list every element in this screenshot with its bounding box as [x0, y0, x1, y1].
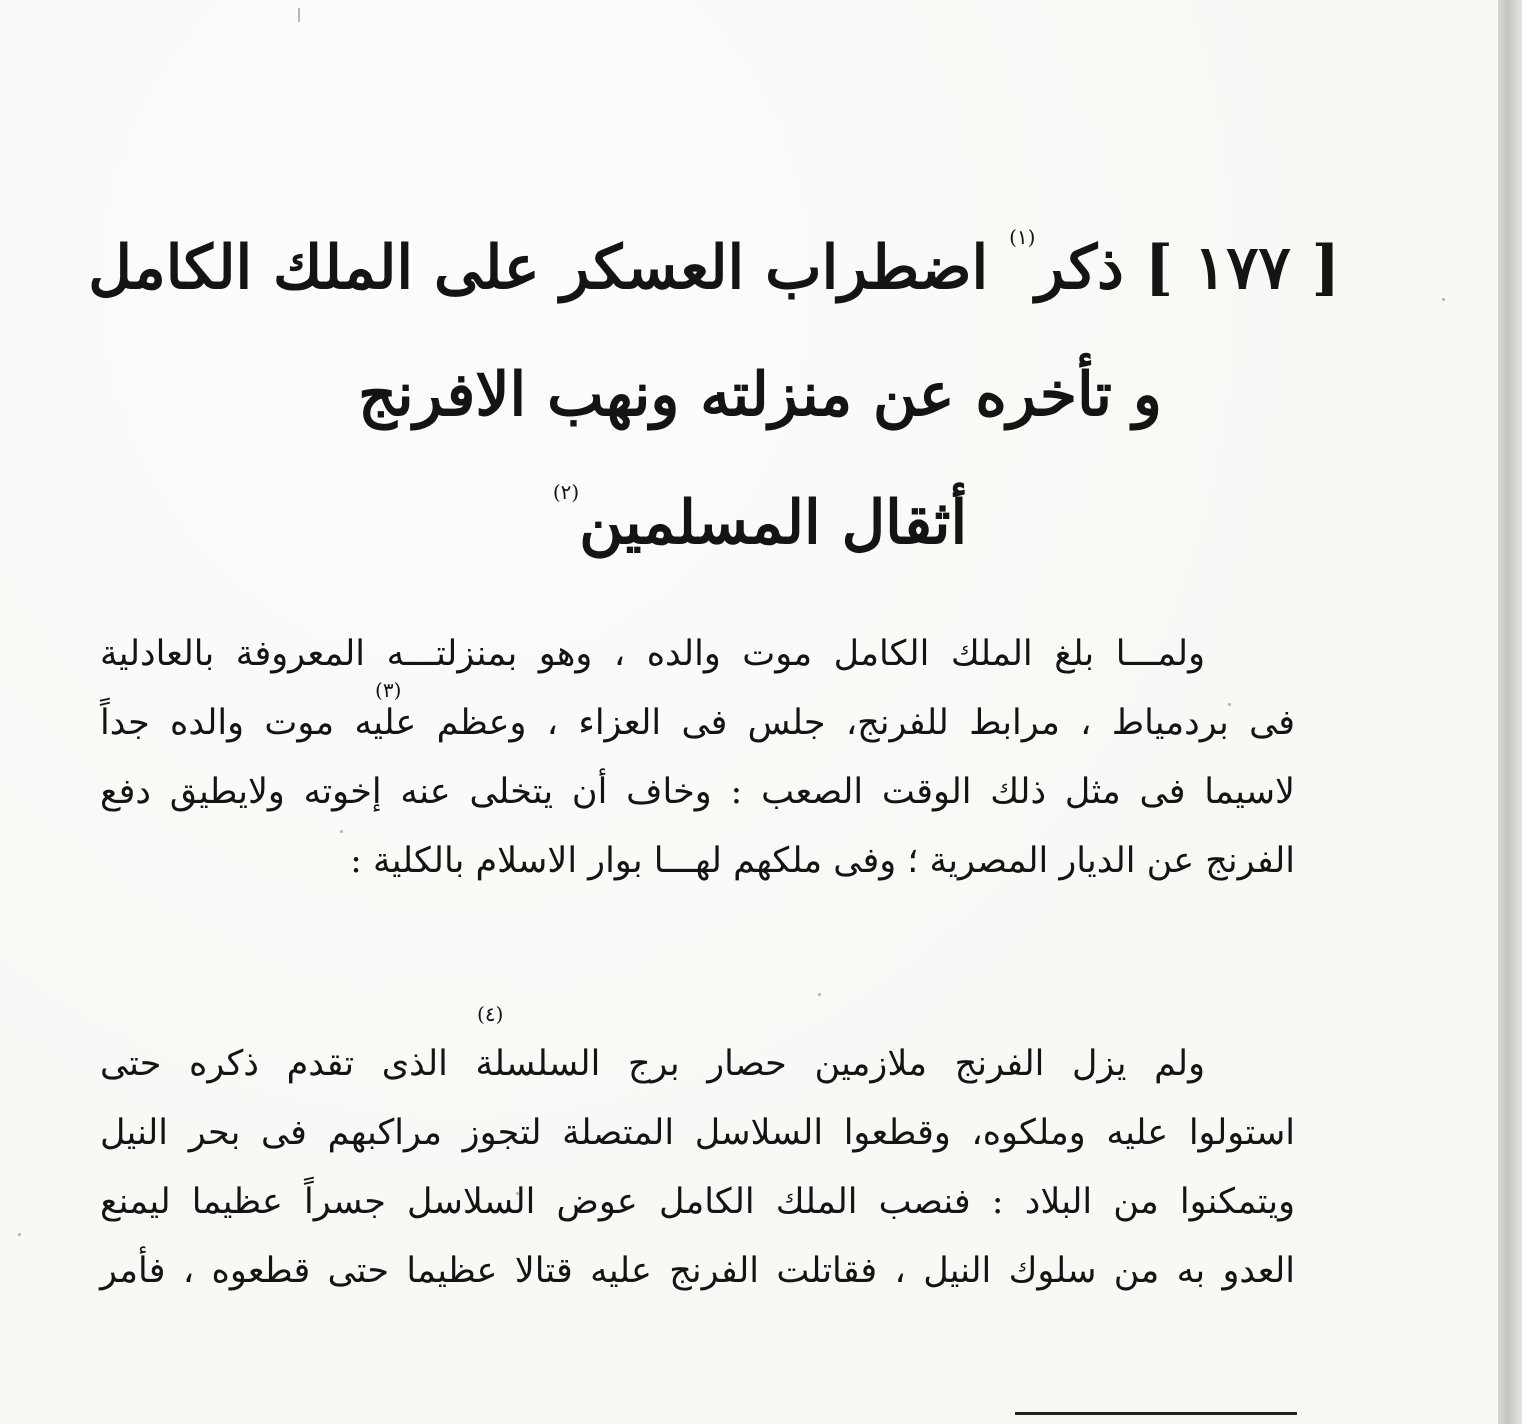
scan-speck	[18, 1233, 21, 1236]
text-line: فى بردمياط ، مرابط للفرنج، جلس فى العزاء ، وعظم عليه موت والده جداً	[100, 703, 1295, 743]
footnote-marker-1: (١)	[1009, 225, 1036, 249]
footnote-separator	[1015, 1412, 1297, 1415]
paragraph-1	[100, 620, 1295, 896]
text-line: ويتمكنوا من البلاد : فنصب الملك الكامل عوض السلاسل جسراً عظيما ليمنع	[100, 1182, 1295, 1222]
footnote-marker-3: (٣)	[375, 678, 402, 702]
chapter-heading-line-1	[88, 225, 1340, 303]
heading-line-3-text: أثقال المسلمين	[579, 488, 968, 558]
heading-first-word: ذكر	[1035, 233, 1124, 303]
footnote-marker-4: (٤)	[477, 1002, 504, 1026]
text-line: العدو به من سلوك النيل ، فقاتلت الفرنج عليه قتالا عظيما حتى قطعوه ، فأمر	[100, 1251, 1295, 1291]
text-line: ولمـــا بلغ الملك الكامل موت والده ، وهو بمنزلتـــه المعروفة بالعادلية	[100, 634, 1205, 674]
heading-line-1-text: اضطراب العسكر على الملك الكامل	[88, 233, 989, 303]
text-line: استولوا عليه وملكوه، وقطعوا السلاسل المتصلة لتجوز مراكبهم فى بحر النيل	[100, 1113, 1295, 1153]
text-line: ولم يزل الفرنج ملازمين حصار برج السلسلة الذى تقدم ذكره حتى	[100, 1044, 1205, 1084]
scan-page-edge	[1498, 0, 1522, 1424]
scan-speck	[818, 993, 821, 996]
footnote-marker-2: (٢)	[552, 480, 580, 504]
text-line: الفرنج عن الديار المصرية ؛ وفى ملكهم لهـــا بوار الاسلام بالكلية :	[350, 841, 1295, 881]
text-line: لاسيما فى مثل ذلك الوقت الصعب : وخاف أن يتخلى عنه إخوته ولايطيق دفع	[100, 772, 1295, 812]
paragraph-2	[100, 1030, 1295, 1306]
chapter-heading-line-3	[180, 480, 1340, 558]
scan-speck	[1442, 298, 1445, 301]
scan-mark	[298, 8, 300, 22]
chapter-number: [ ١٧٧ ]	[1144, 233, 1340, 303]
chapter-heading-line-2: و تأخره عن منزلته ونهب الافرنج	[358, 360, 1162, 430]
